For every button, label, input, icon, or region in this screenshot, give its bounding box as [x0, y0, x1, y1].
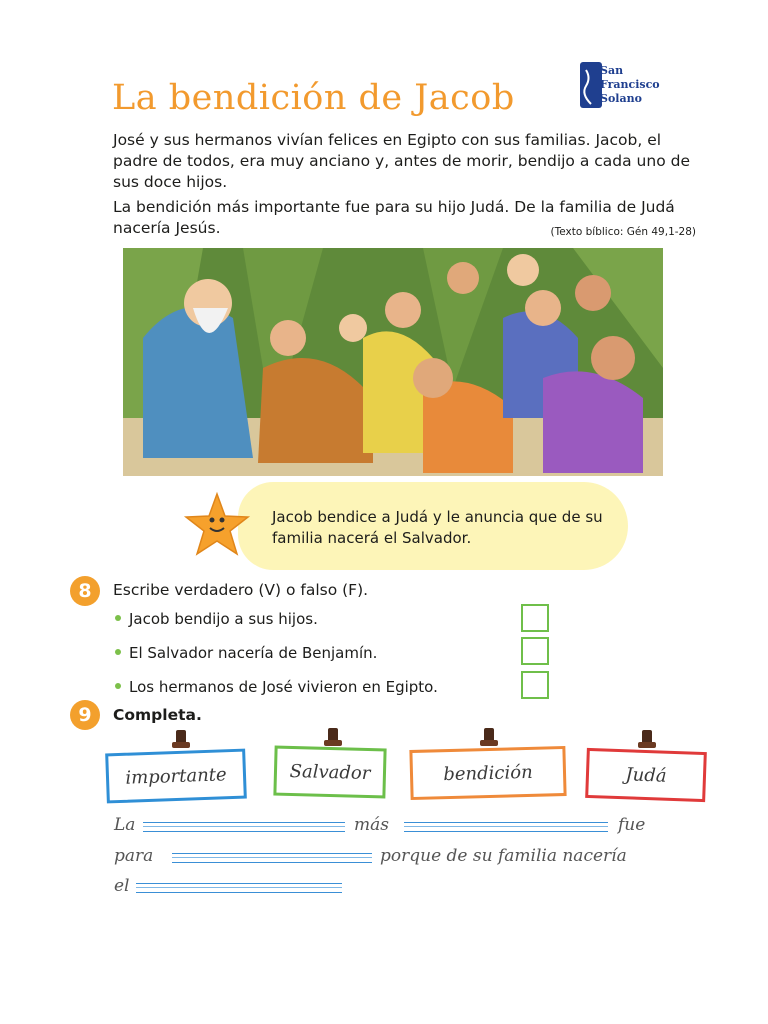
- blank-line-1[interactable]: [143, 822, 345, 832]
- exercise-9-instruction: Completa.: [113, 706, 202, 724]
- sentence-word-fue: fue: [618, 815, 646, 835]
- sentence-word-para: para: [114, 846, 154, 866]
- word-card-importante[interactable]: importante: [105, 749, 247, 804]
- statement-1: Jacob bendijo a sus hijos.: [115, 610, 318, 628]
- statement-2: El Salvador nacería de Benjamín.: [115, 644, 377, 662]
- exercise-8-instruction: Escribe verdadero (V) o falso (F).: [113, 581, 369, 599]
- clip-icon: [476, 726, 502, 750]
- jacob-blessing-illustration: [123, 248, 663, 476]
- intro-paragraph-2: La bendición más importante fue para su hijo Judá. De la familia de Judá nacería Jesús.: [113, 198, 675, 237]
- sentence-word-la: La: [114, 815, 136, 835]
- statement-3: Los hermanos de José vivieron en Egipto.: [115, 678, 438, 696]
- logo-line1: San: [600, 64, 624, 77]
- sentence-phrase-porque: porque de su familia nacería: [380, 846, 627, 866]
- star-mascot-icon: [182, 490, 252, 560]
- word-card-salvador[interactable]: Salvador: [273, 746, 386, 799]
- bible-reference: (Texto bíblico: Gén 49,1-28): [550, 226, 696, 238]
- word-card-juda[interactable]: Judá: [585, 748, 707, 802]
- sentence-word-mas: más: [354, 815, 389, 835]
- bubble-text: Jacob bendice a Judá y le anuncia que de su familia nacerá el Salvador.: [272, 508, 603, 547]
- exercise-8-number: 8: [70, 576, 100, 606]
- blank-line-3[interactable]: [172, 853, 372, 863]
- exercise-9-number: 9: [70, 700, 100, 730]
- intro-paragraph-1: José y sus hermanos vivían felices en Egipto con sus familias. Jacob, el padre de todos, era muy anciano y, antes de morir, bendijo a cada uno de sus doce hijos.: [113, 131, 690, 191]
- blank-line-4[interactable]: [136, 883, 342, 893]
- word-card-bendicion[interactable]: bendición: [409, 746, 566, 800]
- page-title: La bendición de Jacob: [112, 78, 515, 118]
- clip-icon: [634, 728, 660, 752]
- clip-icon: [168, 728, 194, 752]
- logo-line3: Solano: [600, 92, 642, 105]
- blank-line-2[interactable]: [404, 822, 608, 832]
- answer-box-2[interactable]: [521, 637, 549, 665]
- answer-box-3[interactable]: [521, 671, 549, 699]
- logo-line2: Francisco: [600, 78, 660, 91]
- sentence-word-el: el: [114, 876, 130, 896]
- answer-box-1[interactable]: [521, 604, 549, 632]
- school-logo: [578, 58, 660, 114]
